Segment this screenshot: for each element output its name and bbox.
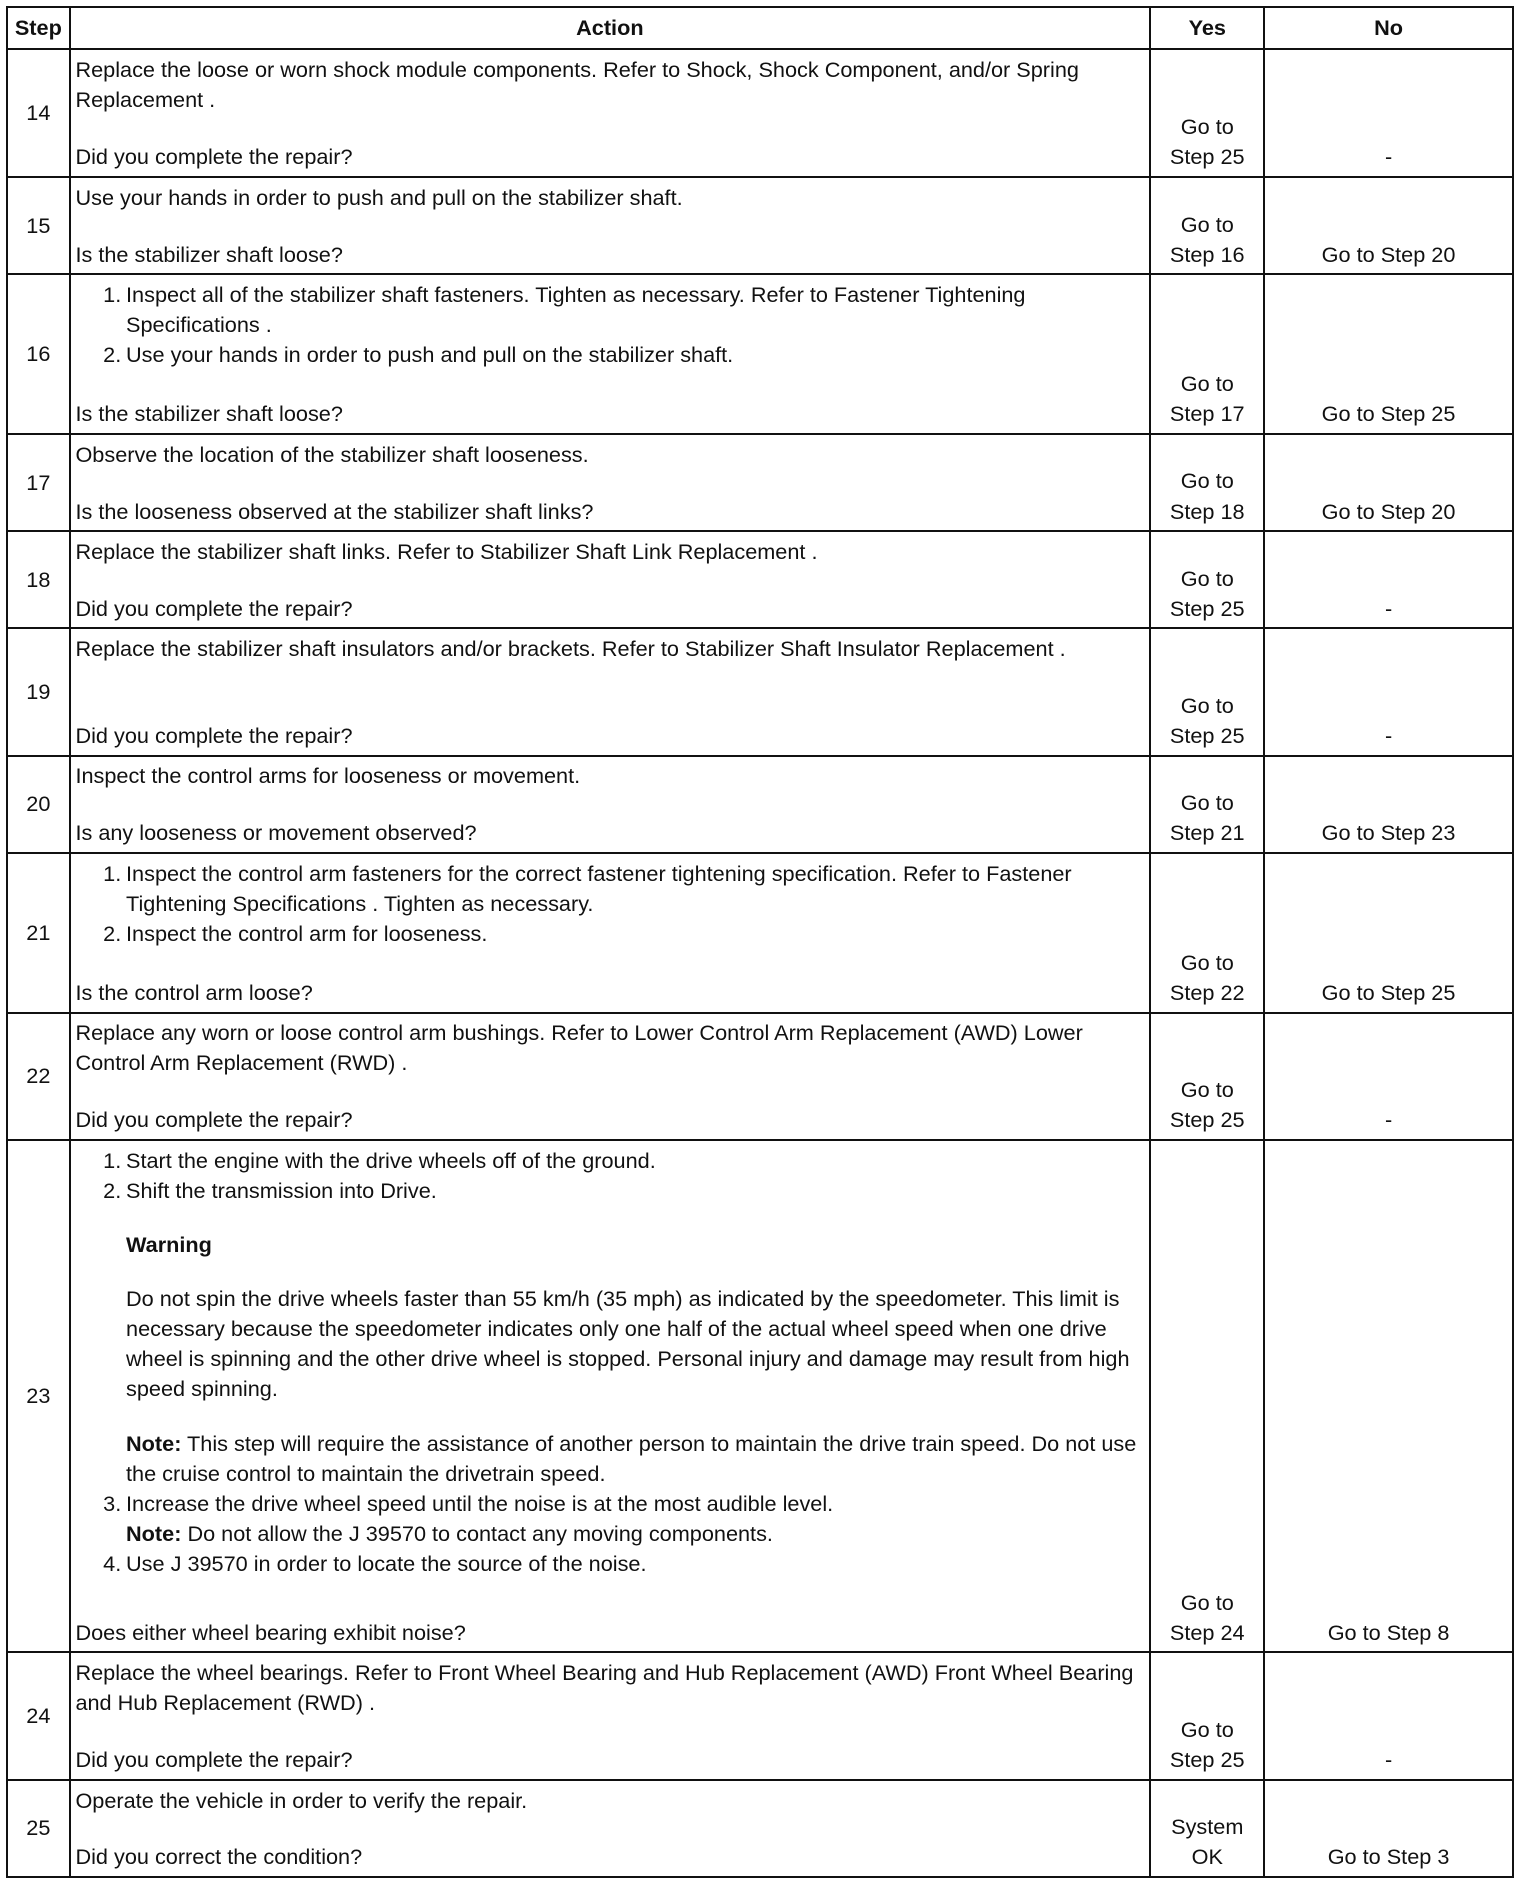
no-cell: Go to Step 25 bbox=[1264, 274, 1512, 434]
action-content bbox=[75, 1018, 1144, 1135]
step-number: 25 bbox=[7, 1780, 70, 1877]
action-step-item bbox=[75, 280, 1144, 340]
step-number: 20 bbox=[7, 756, 70, 853]
table-row bbox=[7, 177, 1513, 274]
no-cell: - bbox=[1264, 1013, 1512, 1140]
action-step bbox=[75, 340, 1144, 370]
action-step bbox=[75, 1176, 1144, 1206]
table-row bbox=[7, 1780, 1513, 1877]
action-text: Replace the stabilizer shaft links. Refer to Stabilizer Shaft Link Replacement . bbox=[75, 539, 818, 565]
step-text: Inspect the control arm fasteners for the correct fastener tightening specification. Refer to Fastener Tightening Specifications . Tighten as necessary. bbox=[126, 860, 1072, 916]
step-number: 16 bbox=[7, 274, 70, 434]
action-cell bbox=[70, 177, 1150, 274]
yes-text: Step 16 bbox=[1169, 241, 1245, 267]
action-text: Use your hands in order to push and pull on the stabilizer shaft. bbox=[75, 185, 683, 211]
yes-cell bbox=[1150, 628, 1264, 755]
action-steps bbox=[75, 859, 1144, 949]
yes-text: Go to bbox=[1180, 114, 1234, 140]
question: Is the stabilizer shaft loose? bbox=[75, 241, 343, 267]
action-step-item bbox=[75, 1489, 1144, 1549]
question: Did you correct the condition? bbox=[75, 1844, 363, 1870]
action-text: Replace the stabilizer shaft insulators and/or brackets. Refer to Stabilizer Shaft Insulator Replacement . bbox=[75, 636, 1066, 662]
table-row bbox=[7, 853, 1513, 1013]
action-content bbox=[75, 537, 1144, 624]
action-content bbox=[75, 1658, 1144, 1775]
step-index: 1. bbox=[103, 1147, 122, 1173]
action-cell bbox=[70, 49, 1150, 177]
no-cell: - bbox=[1264, 628, 1512, 755]
header-yes: Yes bbox=[1150, 7, 1264, 49]
yes-text: Go to bbox=[1180, 468, 1234, 494]
step-text: Inspect all of the stabilizer shaft fasteners. Tighten as necessary. Refer to Fastener Tightening Specifications . bbox=[126, 282, 1026, 338]
yes-cell bbox=[1150, 1013, 1264, 1140]
action-cell bbox=[70, 1140, 1150, 1653]
action-content bbox=[75, 761, 1144, 848]
step-text: Increase the drive wheel speed until the noise is at the most audible level. bbox=[126, 1490, 834, 1516]
question: Did you complete the repair? bbox=[75, 144, 353, 170]
action-step bbox=[75, 919, 1144, 949]
table-row bbox=[7, 274, 1513, 434]
step-number: 19 bbox=[7, 628, 70, 755]
step-index: 1. bbox=[103, 860, 122, 886]
step-number: 15 bbox=[7, 177, 70, 274]
step-index: 2. bbox=[103, 1177, 122, 1203]
no-cell: - bbox=[1264, 1652, 1512, 1779]
step-index: 2. bbox=[103, 342, 122, 368]
action-text: Operate the vehicle in order to verify the repair. bbox=[75, 1787, 528, 1813]
action-cell bbox=[70, 1652, 1150, 1779]
yes-text: System bbox=[1171, 1814, 1244, 1840]
step-text: Use J 39570 in order to locate the source of the noise. bbox=[126, 1551, 647, 1577]
action-step bbox=[75, 1549, 1144, 1579]
yes-text: Step 17 bbox=[1169, 401, 1245, 427]
step-index: 1. bbox=[103, 282, 122, 308]
step-text: Inspect the control arm for looseness. bbox=[126, 920, 488, 946]
note-body: Do not allow the J 39570 to contact any moving components. bbox=[181, 1520, 773, 1546]
diagnostic-table bbox=[6, 6, 1514, 1878]
yes-cell bbox=[1150, 1780, 1264, 1877]
step-number: 18 bbox=[7, 531, 70, 628]
yes-cell bbox=[1150, 756, 1264, 853]
table-row bbox=[7, 531, 1513, 628]
step-number: 22 bbox=[7, 1013, 70, 1140]
question: Is any looseness or movement observed? bbox=[75, 820, 477, 846]
yes-text: Go to bbox=[1180, 692, 1234, 718]
step-number: 14 bbox=[7, 49, 70, 177]
action-step-item bbox=[75, 919, 1144, 949]
yes-text: Go to bbox=[1180, 789, 1234, 815]
step-text: Shift the transmission into Drive. bbox=[126, 1177, 437, 1203]
table-row bbox=[7, 756, 1513, 853]
action-text: Inspect the control arms for looseness or movement. bbox=[75, 763, 581, 789]
yes-text: Step 25 bbox=[1169, 1107, 1245, 1133]
table-header bbox=[7, 7, 1513, 49]
header-no: No bbox=[1264, 7, 1512, 49]
no-cell: Go to Step 20 bbox=[1264, 177, 1512, 274]
question: Is the stabilizer shaft loose? bbox=[75, 401, 343, 427]
step-index: 4. bbox=[103, 1551, 122, 1577]
action-content bbox=[75, 183, 1144, 270]
action-step-item bbox=[75, 1549, 1144, 1579]
yes-cell bbox=[1150, 1140, 1264, 1653]
question: Did you complete the repair? bbox=[75, 1747, 353, 1773]
action-cell bbox=[70, 434, 1150, 531]
yes-text: Go to bbox=[1180, 1076, 1234, 1102]
question: Did you complete the repair? bbox=[75, 722, 353, 748]
question: Is the looseness observed at the stabilizer shaft links? bbox=[75, 498, 594, 524]
yes-text: Step 25 bbox=[1169, 595, 1245, 621]
note-body: This step will require the assistance of another person to maintain the drive train speed. Do not use the cruise control to maintain the drivetrain speed. bbox=[126, 1430, 1137, 1486]
yes-text: Step 25 bbox=[1169, 144, 1245, 170]
action-content bbox=[75, 634, 1144, 751]
action-content bbox=[75, 1146, 1144, 1648]
yes-cell bbox=[1150, 1652, 1264, 1779]
yes-text: Step 24 bbox=[1169, 1619, 1245, 1645]
note-label: Note: bbox=[126, 1520, 182, 1546]
table-row bbox=[7, 628, 1513, 755]
action-step-item bbox=[75, 859, 1144, 919]
action-cell bbox=[70, 1780, 1150, 1877]
table-row bbox=[7, 434, 1513, 531]
action-step bbox=[75, 859, 1144, 919]
question: Does either wheel bearing exhibit noise? bbox=[75, 1619, 466, 1645]
action-step-item bbox=[75, 1146, 1144, 1176]
no-cell: Go to Step 20 bbox=[1264, 434, 1512, 531]
yes-text: Go to bbox=[1180, 949, 1234, 975]
yes-text: OK bbox=[1191, 1844, 1223, 1870]
yes-text: Go to bbox=[1180, 1716, 1234, 1742]
step-number: 23 bbox=[7, 1140, 70, 1653]
yes-text: Step 25 bbox=[1169, 722, 1245, 748]
yes-cell bbox=[1150, 177, 1264, 274]
action-text: Replace the wheel bearings. Refer to Front Wheel Bearing and Hub Replacement (AWD) Front Wheel Bearing and Hub Replacement (RWD) . bbox=[75, 1660, 1134, 1716]
action-content bbox=[75, 440, 1144, 527]
yes-cell bbox=[1150, 274, 1264, 434]
action-cell bbox=[70, 531, 1150, 628]
action-steps bbox=[75, 280, 1144, 370]
action-cell bbox=[70, 1013, 1150, 1140]
table-row bbox=[7, 1652, 1513, 1779]
step-index: 2. bbox=[103, 920, 122, 946]
action-text: Observe the location of the stabilizer shaft looseness. bbox=[75, 441, 589, 467]
action-content bbox=[75, 55, 1144, 173]
warning-text: Do not spin the drive wheels faster than 55 km/h (35 mph) as indicated by the speedometer. This limit is necessary because the speedometer indicates only one half of the actual wheel speed when one drive wheel is spinning and the other drive wheel is stopped. Personal injury and damage may result from high speed spinning. bbox=[126, 1286, 1130, 1402]
yes-cell bbox=[1150, 853, 1264, 1013]
yes-text: Go to bbox=[1180, 211, 1234, 237]
action-steps bbox=[75, 1146, 1144, 1580]
action-cell bbox=[70, 756, 1150, 853]
action-text: Replace the loose or worn shock module components. Refer to Shock, Shock Component, and/or Spring Replacement . bbox=[75, 56, 1079, 112]
action-content bbox=[75, 859, 1144, 1008]
table-row bbox=[7, 49, 1513, 177]
step-number: 21 bbox=[7, 853, 70, 1013]
note-text bbox=[75, 1519, 1144, 1549]
action-text: Replace any worn or loose control arm bushings. Refer to Lower Control Arm Replacement (AWD) Lower Control Arm Replacement (RWD) . bbox=[75, 1020, 1083, 1076]
warning-heading: Warning bbox=[126, 1231, 212, 1257]
action-cell bbox=[70, 628, 1150, 755]
question: Did you complete the repair? bbox=[75, 1107, 353, 1133]
table-row bbox=[7, 1140, 1513, 1653]
yes-cell bbox=[1150, 434, 1264, 531]
no-cell: Go to Step 3 bbox=[1264, 1780, 1512, 1877]
yes-text: Step 21 bbox=[1169, 820, 1245, 846]
note-label: Note: bbox=[126, 1430, 182, 1456]
no-cell: Go to Step 8 bbox=[1264, 1140, 1512, 1653]
action-cell bbox=[70, 853, 1150, 1013]
question: Did you complete the repair? bbox=[75, 595, 353, 621]
yes-text: Go to bbox=[1180, 371, 1234, 397]
step-number: 24 bbox=[7, 1652, 70, 1779]
action-step bbox=[75, 1146, 1144, 1176]
step-text: Use your hands in order to push and pull on the stabilizer shaft. bbox=[126, 342, 734, 368]
no-cell: - bbox=[1264, 49, 1512, 177]
yes-cell bbox=[1150, 49, 1264, 177]
action-step bbox=[75, 280, 1144, 340]
action-cell bbox=[70, 274, 1150, 434]
yes-text: Go to bbox=[1180, 1589, 1234, 1615]
step-number: 17 bbox=[7, 434, 70, 531]
action-content bbox=[75, 280, 1144, 429]
table-row bbox=[7, 1013, 1513, 1140]
no-cell: - bbox=[1264, 531, 1512, 628]
note-text bbox=[75, 1429, 1144, 1489]
step-index: 3. bbox=[103, 1490, 122, 1516]
yes-text: Go to bbox=[1180, 565, 1234, 591]
yes-text: Step 18 bbox=[1169, 498, 1245, 524]
header-action: Action bbox=[70, 7, 1150, 49]
yes-cell bbox=[1150, 531, 1264, 628]
no-cell: Go to Step 23 bbox=[1264, 756, 1512, 853]
yes-text: Step 22 bbox=[1169, 979, 1245, 1005]
no-cell: Go to Step 25 bbox=[1264, 853, 1512, 1013]
question: Is the control arm loose? bbox=[75, 979, 313, 1005]
action-step-item bbox=[75, 340, 1144, 370]
yes-text: Step 25 bbox=[1169, 1747, 1245, 1773]
header-step: Step bbox=[7, 7, 70, 49]
step-text: Start the engine with the drive wheels off of the ground. bbox=[126, 1147, 656, 1173]
action-content bbox=[75, 1786, 1144, 1873]
action-step bbox=[75, 1489, 1144, 1519]
action-step-item bbox=[75, 1176, 1144, 1489]
